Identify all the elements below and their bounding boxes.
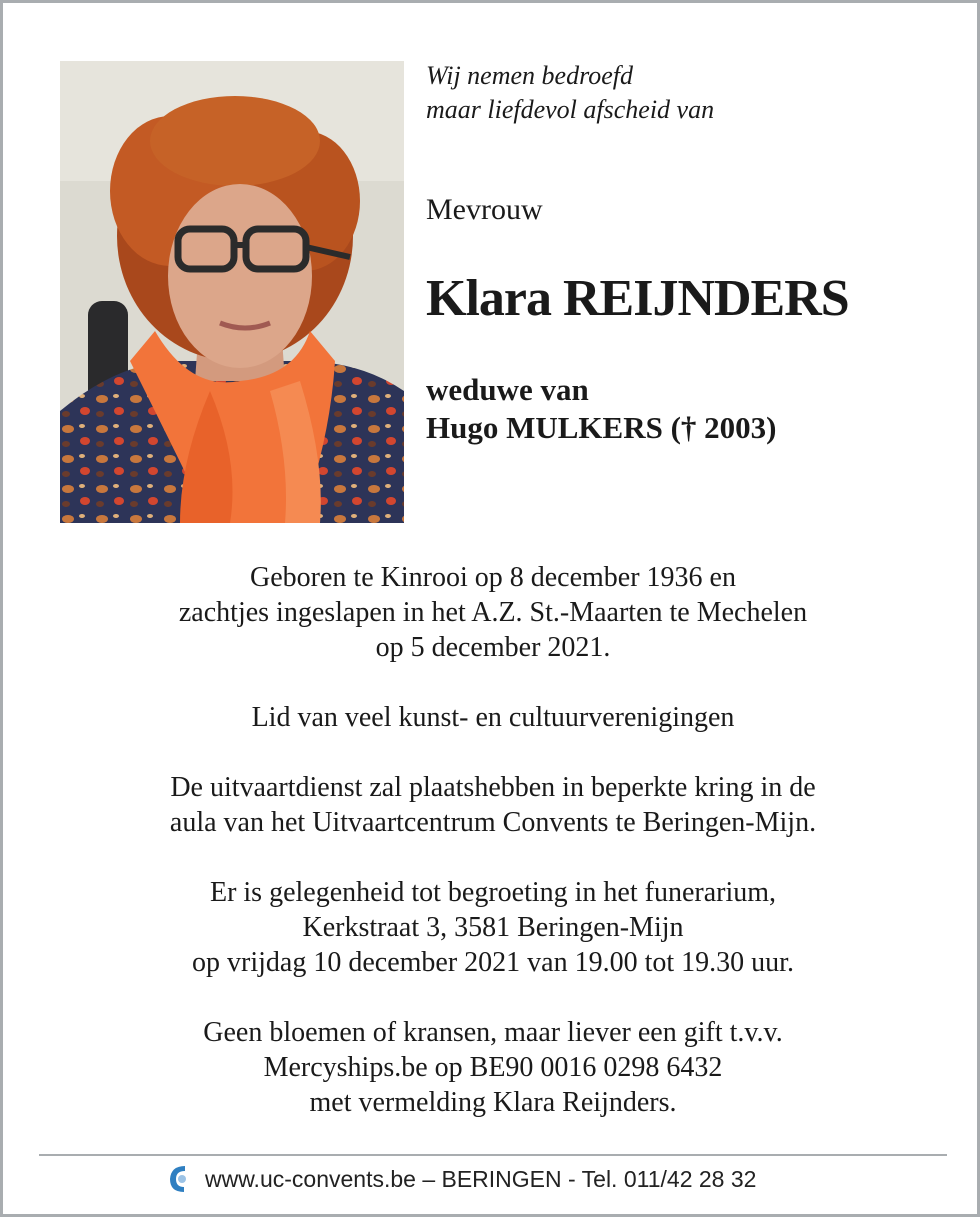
- spouse-info: [426, 371, 777, 447]
- text-line: op 5 december 2021.: [375, 632, 611, 663]
- membership-paragraph: [43, 700, 943, 735]
- footer-divider: [39, 1154, 947, 1156]
- spouse-line: Hugo MULKERS († 2003): [426, 410, 777, 445]
- birth-death-paragraph: [43, 560, 943, 665]
- text-line: Geboren te Kinrooi op 8 december 1936 en: [250, 562, 736, 593]
- visitation-paragraph: [43, 875, 943, 980]
- text-line: Mercyships.be op BE90 0016 0298 6432: [263, 1052, 723, 1083]
- text-line: met vermelding Klara Reijnders.: [309, 1087, 677, 1118]
- honorific: Mevrouw: [426, 193, 543, 226]
- service-paragraph: [43, 770, 943, 840]
- convents-logo-icon: [165, 1162, 191, 1196]
- text-line: aula van het Uitvaartcentrum Convents te Beringen-Mijn.: [169, 807, 817, 838]
- text-line: Er is gelegenheid tot begroeting in het funerarium,: [209, 877, 777, 908]
- deceased-name: Klara REIJNDERS: [426, 270, 849, 327]
- text-line: Lid van veel kunst- en cultuurverenigingen: [251, 702, 735, 733]
- spouse-line: weduwe van: [426, 372, 589, 407]
- text-line: zachtjes ingeslapen in het A.Z. St.-Maarten te Mechelen: [178, 597, 808, 628]
- obituary-body: [43, 560, 943, 1155]
- text-line: De uitvaartdienst zal plaatshebben in beperkte kring in de: [170, 772, 816, 803]
- text-line: Geen bloemen of kransen, maar liever een gift t.v.v.: [203, 1017, 783, 1048]
- portrait-photo: [60, 61, 404, 523]
- footer: [165, 1161, 756, 1197]
- footer-contact: www.uc-convents.be – BERINGEN - Tel. 011/42 28 32: [205, 1165, 757, 1192]
- text-line: Kerkstraat 3, 3581 Beringen-Mijn: [302, 912, 684, 943]
- text-line: op vrijdag 10 december 2021 van 19.00 tot 19.30 uur.: [192, 947, 794, 978]
- intro-text: [426, 59, 714, 127]
- intro-line: Wij nemen bedroefd: [426, 61, 633, 90]
- intro-line: maar liefdevol afscheid van: [426, 95, 715, 124]
- donation-paragraph: [43, 1015, 943, 1120]
